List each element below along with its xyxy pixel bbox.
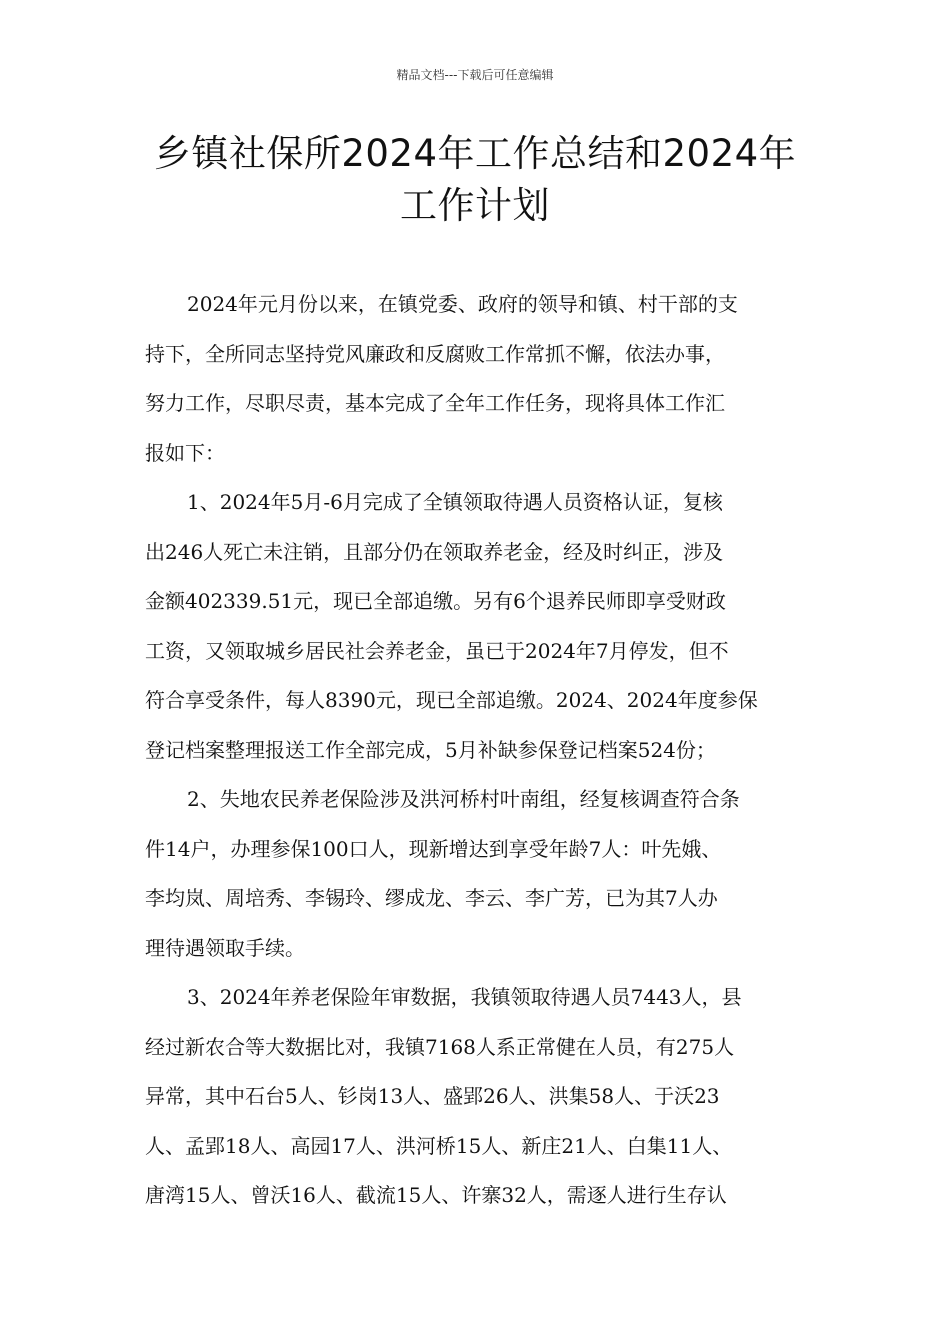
text-line: 1、2024年5月-6月完成了全镇领取待遇人员资格认证，复核 xyxy=(187,490,723,514)
text-line: 金额402339.51元，现已全部追缴。另有6个退养民师即享受财政 xyxy=(145,589,726,613)
paragraph-item-2 xyxy=(145,775,835,973)
text-line: 报如下： xyxy=(145,440,225,465)
paragraph-item-1 xyxy=(145,478,835,775)
text-line: 3、2024年养老保险年审数据，我镇领取待遇人员7443人，县 xyxy=(187,985,742,1009)
text-line: 理待遇领取手续。 xyxy=(145,935,305,960)
text-line: 符合享受条件，每人8390元，现已全部追缴。2024、2024年度参保 xyxy=(145,688,758,712)
document-title xyxy=(120,128,830,232)
text-line: 唐湾15人、曾沃16人、截流15人、许寨32人，需逐人进行生存认 xyxy=(145,1183,727,1207)
header-note: 精品文档---下载后可任意编辑 xyxy=(396,68,554,82)
text-line: 件14户，办理参保100口人，现新增达到享受年龄7人：叶先娥、 xyxy=(145,836,722,861)
text-line: 经过新农合等大数据比对，我镇7168人系正常健在人员，有275人 xyxy=(145,1034,735,1059)
title-line: 工作计划 xyxy=(400,184,550,227)
text-line: 工资，又领取城乡居民社会养老金，虽已于2024年7月停发，但不 xyxy=(145,638,729,663)
text-line: 人、孟郢18人、高园17人、洪河桥15人、新庄21人、白集11人、 xyxy=(145,1133,733,1158)
paragraph-intro xyxy=(145,280,835,478)
title-line: 乡镇社保所2024年工作总结和2024年 xyxy=(153,132,797,175)
text-line: 登记档案整理报送工作全部完成，5月补缺参保登记档案524份； xyxy=(145,737,716,762)
text-line: 持下，全所同志坚持党风廉政和反腐败工作常抓不懈，依法办事， xyxy=(145,341,725,366)
paragraph-item-3 xyxy=(145,973,835,1221)
text-line: 2、失地农民养老保险涉及洪河桥村叶南组，经复核调查符合条 xyxy=(187,787,740,811)
text-line: 李均岚、周培秀、李锡玲、缪成龙、李云、李广芳，已为其7人办 xyxy=(145,886,718,910)
document-body xyxy=(145,280,835,1221)
text-line: 2024年元月份以来，在镇党委、政府的领导和镇、村干部的支 xyxy=(187,292,738,316)
text-line: 出246人死亡未注销，且部分仍在领取养老金，经及时纠正，涉及 xyxy=(145,539,724,564)
text-line: 努力工作，尽职尽责，基本完成了全年工作任务，现将具体工作汇 xyxy=(145,391,725,415)
text-line: 异常，其中石台5人、钐岗13人、盛郢26人、洪集58人、于沃23 xyxy=(145,1084,720,1108)
